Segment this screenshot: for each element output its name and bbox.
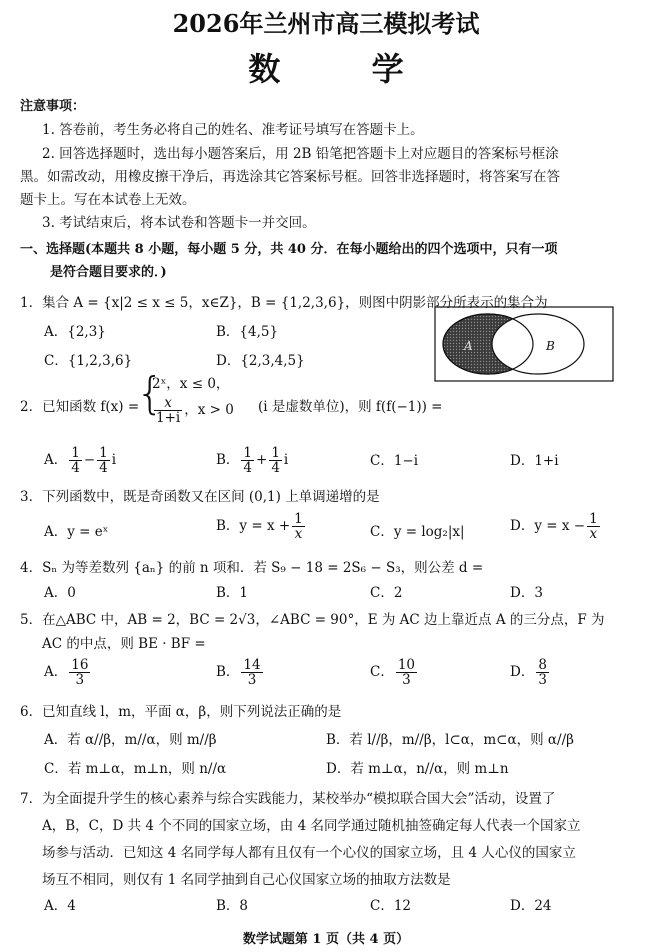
- q1-stem: 1．集合 A = {x|2 ≤ x ≤ 5，x∈Z}，B = {1,2,3,6}，则图中阴影部分所表示的集合为: [20, 295, 548, 311]
- q5-stem-line-2: AC 的中点，则 BE · BF =: [42, 636, 206, 652]
- q7-stem-line-4: 场互不相同，则仅有 1 名同学抽到自己心仪国家立场的抽取方法数是: [42, 872, 451, 888]
- q6-option-b: B．若 l//β，m//β，l⊂α，m⊂α，则 α//β: [326, 732, 574, 748]
- notice-item-1: 1. 答卷前，考生务必将自己的姓名、准考证号填写在答题卡上。: [42, 122, 424, 138]
- q7-option-d: D．24: [510, 898, 552, 914]
- q5-option-b: B． $\frac{14}{3}$: [216, 657, 261, 688]
- q2-lead: 2．已知函数 f(x) =: [20, 399, 140, 415]
- q7-stem-line-2: A，B，C，D 共 4 个不同的国家立场，由 4 名同学通过随机抽签确定每人代表一个国家立: [42, 818, 581, 834]
- q4-option-a: A．0: [44, 585, 76, 601]
- q3-option-c: C．y = log₂|x|: [370, 524, 465, 540]
- q6-stem: 6．已知直线 l，m，平面 α，β，则下列说法正确的是: [20, 704, 342, 720]
- q3-option-a: A．y = eˣ: [44, 524, 109, 540]
- q3-option-b: B．y = x + $\frac{1}{x}$: [216, 511, 303, 542]
- section-1-heading-line-2: 是符合题目要求的．): [50, 265, 167, 280]
- q4-option-d: D．3: [510, 585, 543, 601]
- q7-option-b: B．8: [216, 898, 249, 914]
- section-1-heading: 一、选择题(本题共 8 小题，每小题 5 分，共 40 分．在每小题给出的四个选项中，只有一项: [20, 242, 558, 257]
- q6-option-a: A．若 α//β，m//α，则 m//β: [44, 732, 217, 748]
- set-b-circle: [492, 314, 584, 374]
- q4-option-b: B．1: [216, 585, 249, 601]
- q5-option-c: C． $\frac{10}{3}$: [370, 657, 416, 688]
- q5-option-a: A． $\frac{16}{3}$: [44, 657, 89, 688]
- q7-option-c: C．12: [370, 898, 412, 914]
- q2-case-2-fraction: $\frac{x}{1+i}$: [156, 395, 181, 426]
- q7-option-a: A．4: [44, 898, 76, 914]
- q1-option-a: A．{2,3}: [44, 324, 106, 340]
- q1-option-b: B．{4,5}: [216, 324, 279, 340]
- q3-option-d: D．y = x − $\frac{1}{x}$: [510, 511, 598, 542]
- q2-option-d: D．1+i: [510, 453, 559, 469]
- q6-option-c: C．若 m⊥α，m⊥n，则 n//α: [44, 761, 227, 777]
- notice-heading: 注意事项：: [20, 99, 86, 114]
- q5-stem-line-1: 5．在△ABC 中，AB = 2，BC = 2√3，∠ABC = 90°，E 为 AC 边上靠近点 A 的三分点，F 为: [20, 612, 605, 628]
- venn-label-b: B: [546, 339, 555, 353]
- q1-option-d: D．{2,3,4,5}: [216, 353, 305, 369]
- subject-title: 数 学: [248, 50, 444, 88]
- venn-label-a: A: [464, 339, 473, 353]
- q2-option-a: A． $\frac{1}{4}$ − $\frac{1}{4}$ i: [44, 445, 117, 476]
- q2-case-2: $\frac{x}{1+i}$ ，x > 0: [156, 395, 234, 426]
- q1-option-c: C．{1,2,3,6}: [44, 353, 133, 369]
- q3-stem: 3．下列函数中，既是奇函数又在区间 (0,1) 上单调递增的是: [20, 489, 380, 505]
- q5-option-d: D． $\frac{8}{3}$: [510, 657, 547, 688]
- notice-item-2-line-3: 题卡上。写在本试卷上无效。: [20, 192, 196, 208]
- q2-option-b: B． $\frac{1}{4}$ + $\frac{1}{4}$ i: [216, 445, 289, 476]
- notice-item-2-line-2: 黑。如需改动，用橡皮擦干净后，再选涂其它答案标号框。回答非选择题时，将答案写在答: [20, 169, 560, 185]
- q7-stem-line-3: 场参与活动．已知这 4 名同学每人都有且仅有一个心仪的国家立场，且 4 人心仪的国家立: [42, 845, 576, 861]
- exam-title: 2026年兰州市高三模拟考试: [172, 9, 480, 38]
- q4-stem: 4．Sₙ 为等差数列 {aₙ} 的前 n 项和．若 S₉ − 18 = 2S₆ − S₃，则公差 d =: [20, 560, 484, 576]
- venn-diagram: [434, 306, 614, 382]
- q6-option-d: D．若 m⊥α，n//α，则 m⊥n: [326, 761, 509, 777]
- q2-option-c: C．1−i: [370, 453, 419, 469]
- page-footer: 数学试题第 1 页（共 4 页）: [242, 932, 410, 947]
- q2-tail: (i 是虚数单位)，则 f(f(−1)) =: [258, 399, 443, 415]
- piecewise-brace: {: [136, 368, 164, 419]
- q7-stem-line-1: 7．为全面提升学生的核心素养与综合实践能力，某校举办“模拟联合国大会”活动，设置了: [20, 791, 556, 807]
- q2-case-1: 2ˣ，x ≤ 0，: [152, 376, 230, 392]
- notice-item-3: 3. 考试结束后，将本试卷和答题卡一并交回。: [42, 215, 316, 231]
- notice-item-2-line-1: 2. 回答选择题时，选出每小题答案后，用 2B 铅笔把答题卡上对应题目的答案标号框涂: [42, 146, 559, 162]
- q4-option-c: C．2: [370, 585, 403, 601]
